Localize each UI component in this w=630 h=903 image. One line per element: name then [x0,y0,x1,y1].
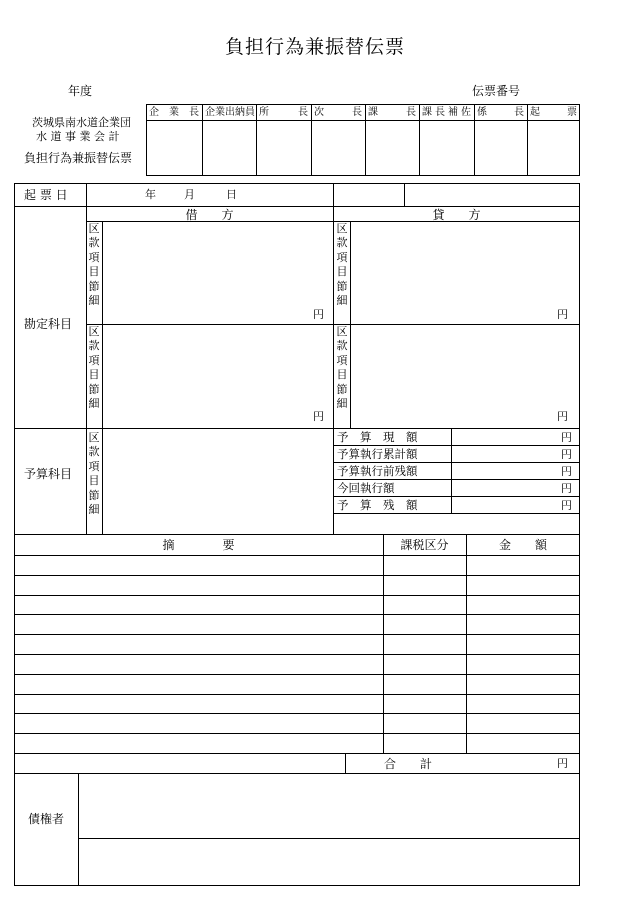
table-row [14,615,580,633]
subject-chars [336,222,348,308]
date-extra-field-1[interactable] [335,185,403,204]
approval-label-cashier: 企業出納員 [205,107,255,118]
subject-chars [88,325,100,411]
amount-cell[interactable] [467,615,579,633]
table-row [14,556,580,574]
tax-category-cell[interactable] [384,635,465,653]
approval-stamp-deputy-chief[interactable] [312,122,364,174]
subject-char: 細 [88,294,100,308]
table-row [14,596,580,614]
amount-cell[interactable] [467,734,579,752]
amount-cell[interactable] [467,596,579,614]
credit-subject-2 [336,325,348,411]
budget-label: 予算科目 [24,467,73,481]
table-row [14,635,580,653]
subject-char: 細 [336,397,348,411]
debit-subject-1 [88,222,100,308]
subject-chars [88,431,100,517]
total-amount-field[interactable] [347,755,578,771]
approval-label-director: 企 業 長 [149,107,199,118]
subject-char: 目 [88,474,100,488]
budget-row-label: 予算執行累計額 [337,447,418,461]
creditor-label: 債権者 [28,812,65,826]
subject-chars [88,222,100,308]
amount-cell[interactable] [467,556,579,574]
subject-char: 区 [88,325,100,338]
subject-char: 節 [336,279,348,293]
subject-char: 節 [336,382,348,396]
subject-char: 区 [336,325,348,338]
summary-cell[interactable] [15,734,382,752]
approval-label-section-chief: 課 長 [368,107,416,118]
date-month: 月 [184,188,195,201]
creditor-name-field[interactable] [80,775,578,837]
table-row [14,714,580,732]
subject-char: 項 [88,353,100,367]
summary-cell[interactable] [15,635,382,653]
budget-row-amount-field[interactable] [453,446,578,461]
subject-char: 節 [88,279,100,293]
debit-subject-2 [88,325,100,411]
approval-stamp-drafter[interactable] [528,122,579,174]
creditor-address-field[interactable] [80,840,578,884]
page-title: 負担行為兼振替伝票 [224,36,405,58]
subject-char: 項 [88,250,100,264]
approval-stamp-unit-chief[interactable] [475,122,526,174]
debit-yen-1: 円 [313,308,324,321]
approval-stamp-office-chief[interactable] [257,122,310,174]
debit-account-2-field[interactable] [104,326,331,426]
approval-label-office-chief: 所 長 [259,107,308,118]
date-year: 年 [145,188,156,201]
summary-cell[interactable] [15,596,382,614]
table-row [14,576,580,594]
budget-row-yen: 円 [561,482,572,495]
budget-row-label: 予算執行前残額 [337,464,418,478]
budget-row-amount-field[interactable] [453,480,578,495]
budget-row-yen: 円 [561,465,572,478]
subject-char: 目 [336,265,348,279]
amount-cell[interactable] [467,714,579,732]
table-row [14,675,580,693]
summary-cell[interactable] [15,714,382,732]
subject-char: 節 [88,488,100,502]
summary-cell[interactable] [15,615,382,633]
budget-row-yen: 円 [561,431,572,444]
account-label: 勘定科目 [24,317,73,331]
credit-account-2-field[interactable] [352,326,578,426]
summary-cell[interactable] [15,675,382,693]
subject-char: 項 [336,353,348,367]
org-name: 茨城県南水道企業団 [32,116,131,129]
form-name: 負担行為兼振替伝票 [24,151,133,165]
tax-category-cell[interactable] [384,734,465,752]
budget-row-label: 予 算 現 額 [337,430,418,444]
debit-header: 借 方 [185,208,234,222]
subject-char: 目 [88,265,100,279]
budget-row-yen: 円 [561,448,572,461]
credit-header: 貸 方 [432,208,481,222]
tax-category-cell[interactable] [384,655,465,673]
subject-char: 細 [88,397,100,411]
budget-row-amount-field[interactable] [453,429,578,444]
table-row [14,655,580,673]
table-row [14,734,580,752]
credit-yen-2: 円 [557,410,568,423]
summary-header: 摘 要 [162,538,235,552]
approval-stamp-section-chief[interactable] [366,122,418,174]
subject-char: 区 [336,222,348,235]
subject-char: 款 [88,445,100,459]
tax-category-cell[interactable] [384,615,465,633]
table-row [14,695,580,713]
date-day: 日 [226,188,237,201]
approval-stamp-cashier[interactable] [203,122,255,174]
summary-cell[interactable] [15,556,382,574]
fiscal-year-label: 年度 [68,84,93,98]
amount-cell[interactable] [467,695,579,713]
amount-cell[interactable] [467,655,579,673]
budget-row-label: 今回執行額 [337,481,395,495]
tax-category-cell[interactable] [384,576,465,594]
budget-row-amount-field[interactable] [453,497,578,512]
total-label: 合 計 [384,757,433,771]
credit-yen-1: 円 [557,308,568,321]
amount-header: 金 額 [498,538,547,552]
tax-category-cell[interactable] [384,556,465,574]
budget-row-label: 予 算 残 額 [337,498,418,512]
subject-char: 款 [336,236,348,250]
subject-char: 項 [88,459,100,473]
subject-char: 項 [336,250,348,264]
tax-category-cell[interactable] [384,695,465,713]
total-yen: 円 [557,757,568,770]
subject-char: 款 [336,339,348,353]
issue-date-field[interactable] [88,185,332,204]
subject-char: 区 [88,222,100,235]
subject-char: 目 [88,368,100,382]
tax-header: 課税区分 [400,538,449,552]
debit-yen-2: 円 [313,410,324,423]
credit-subject-1 [336,222,348,308]
debit-account-1-field[interactable] [104,223,331,322]
summary-cell[interactable] [15,655,382,673]
slip-number-label: 伝票番号 [472,84,521,98]
budget-row-yen: 円 [561,499,572,512]
tax-category-cell[interactable] [384,596,465,614]
approval-stamp-director[interactable] [147,122,201,174]
summary-cell[interactable] [15,695,382,713]
subject-char: 款 [88,339,100,353]
subject-char: 細 [88,503,100,517]
org-account: 水 道 事 業 会 計 [36,130,120,143]
approval-stamp-assistant-chief[interactable] [420,122,473,174]
approval-label-deputy-chief: 次 長 [314,107,362,118]
budget-subject [88,431,100,517]
approval-label-unit-chief: 係 長 [477,107,524,118]
approval-label-assistant-chief: 課長補佐 [422,107,471,118]
credit-account-1-field[interactable] [352,223,578,322]
subject-char: 款 [88,236,100,250]
summary-cell[interactable] [15,576,382,594]
date-label: 起 票 日 [24,188,68,202]
subject-char: 細 [336,294,348,308]
amount-cell[interactable] [467,635,579,653]
tax-category-cell[interactable] [384,714,465,732]
approval-label-drafter: 起 票 [530,107,577,118]
amount-cell[interactable] [467,675,579,693]
subject-char: 目 [336,368,348,382]
subject-char: 区 [88,431,100,444]
budget-row-amount-field[interactable] [453,463,578,478]
subject-char: 節 [88,382,100,396]
date-extra-field-2[interactable] [406,185,578,204]
amount-cell[interactable] [467,576,579,594]
tax-category-cell[interactable] [384,675,465,693]
subject-chars [336,325,348,411]
budget-subject-field[interactable] [104,430,331,532]
